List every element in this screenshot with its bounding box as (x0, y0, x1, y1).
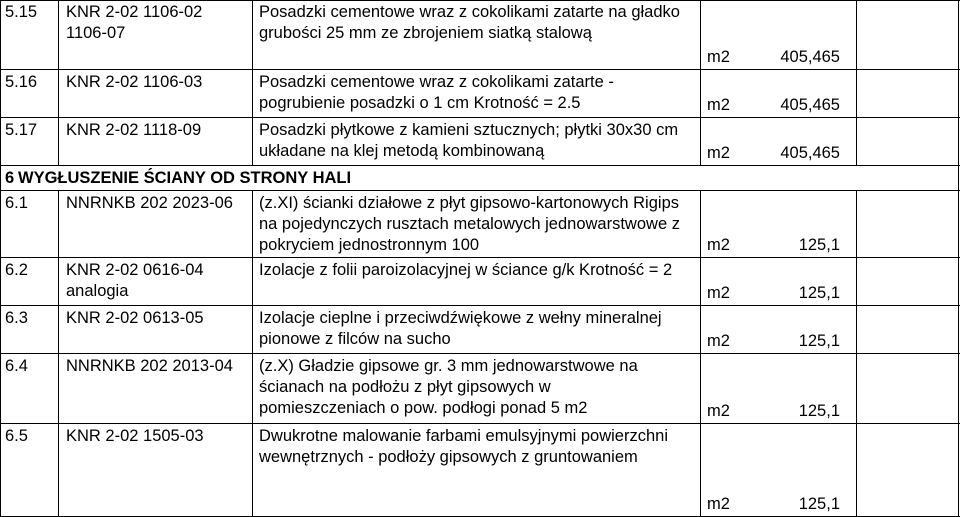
item-description: pomieszczeniach o pow. podłogi ponad 5 m2 (259, 399, 588, 417)
table-left-border (0, 0, 1, 517)
section-title: WYGŁUSZENIE ŚCIANY OD STRONY HALI (18, 169, 352, 187)
item-unit: m2 (707, 96, 730, 114)
item-quantity: 405,465 (780, 96, 840, 114)
item-quantity: 405,465 (780, 144, 840, 162)
item-unit: m2 (707, 144, 730, 162)
item-code: analogia (66, 282, 129, 300)
item-description: układane na klej metodą kombinowaną (259, 142, 545, 160)
column-divider (856, 0, 857, 166)
column-divider (252, 191, 253, 517)
item-description: grubości 25 mm ze zbrojeniem siatką stalową (259, 24, 592, 42)
item-number: 5.17 (5, 121, 38, 139)
item-unit: m2 (707, 236, 730, 254)
item-description: pionowe z filców na sucho (259, 330, 451, 348)
table-row (0, 118, 960, 166)
item-number: 6.3 (5, 309, 28, 327)
item-number: 6.2 (5, 261, 28, 279)
column-divider (700, 0, 701, 166)
item-description: ścianach na podłożu z płyt gipsowych w (259, 378, 551, 396)
item-description: na pojedynczych rusztach metalowych jednowarstwowe z (259, 215, 680, 233)
item-code: KNR 2-02 1106-02 (66, 3, 203, 21)
item-unit: m2 (707, 332, 730, 350)
item-code: 1106-07 (66, 24, 126, 42)
item-quantity: 125,1 (798, 402, 840, 420)
item-quantity: 125,1 (798, 332, 840, 350)
item-description: (z.X) Gładzie gipsowe gr. 3 mm jednowarstwowe na (259, 357, 638, 375)
column-divider (252, 0, 253, 166)
table-right-border (958, 0, 959, 517)
item-description: Izolacje z folii paroizolacyjnej w ściance g/k Krotność = 2 (259, 261, 673, 279)
item-description: Posadzki cementowe wraz z cokolikami zatarte na gładko (259, 3, 680, 21)
item-number: 5.16 (5, 73, 38, 91)
item-code: NNRNKB 202 2023-06 (66, 194, 233, 212)
item-description: Posadzki cementowe wraz z cokolikami zatarte - (259, 73, 614, 91)
item-code: NNRNKB 202 2013-04 (66, 357, 233, 375)
item-number: 6.1 (5, 194, 28, 212)
item-code: KNR 2-02 1106-03 (66, 73, 203, 91)
item-unit: m2 (707, 495, 730, 513)
table-top-border (0, 0, 960, 1)
column-divider (58, 191, 59, 517)
item-description: pokryciem jednostronnym 100 (259, 236, 480, 254)
item-code: KNR 2-02 0616-04 (66, 261, 204, 279)
item-code: KNR 2-02 1505-03 (66, 427, 204, 445)
table-row (0, 258, 960, 306)
column-divider (700, 191, 701, 517)
table-row (0, 0, 960, 70)
table-row (0, 191, 960, 258)
item-quantity: 405,465 (780, 48, 840, 66)
table-row (0, 424, 960, 517)
item-description: Dwukrotne malowanie farbami emulsyjnymi powierzchni (259, 427, 668, 445)
item-description: pogrubienie posadzki o 1 cm Krotność = 2.5 (259, 94, 581, 112)
column-divider (58, 0, 59, 166)
table-row (0, 354, 960, 424)
item-quantity: 125,1 (798, 236, 840, 254)
item-number: 6.4 (5, 357, 28, 375)
item-code: KNR 2-02 1118-09 (66, 121, 202, 139)
item-number: 6.5 (5, 427, 28, 445)
item-unit: m2 (707, 48, 730, 66)
item-quantity: 125,1 (798, 495, 840, 513)
item-number: 5.15 (5, 3, 38, 21)
section-row (0, 166, 960, 191)
item-code: KNR 2-02 0613-05 (66, 309, 204, 327)
column-divider (856, 191, 857, 517)
item-description: (z.XI) ścianki działowe z płyt gipsowo-kartonowych Rigips (259, 194, 679, 212)
item-unit: m2 (707, 402, 730, 420)
table-row (0, 306, 960, 354)
item-description: Posadzki płytkowe z kamieni sztucznych; płytki 30x30 cm (259, 121, 679, 139)
table-row (0, 70, 960, 118)
item-quantity: 125,1 (798, 284, 840, 302)
item-unit: m2 (707, 284, 730, 302)
item-description: wewnętrznych - podłoży gipsowych z gruntowaniem (259, 448, 638, 466)
item-number: 6 (5, 169, 15, 187)
item-description: Izolacje cieplne i przeciwdźwiękowe z wełny mineralnej (259, 309, 662, 327)
